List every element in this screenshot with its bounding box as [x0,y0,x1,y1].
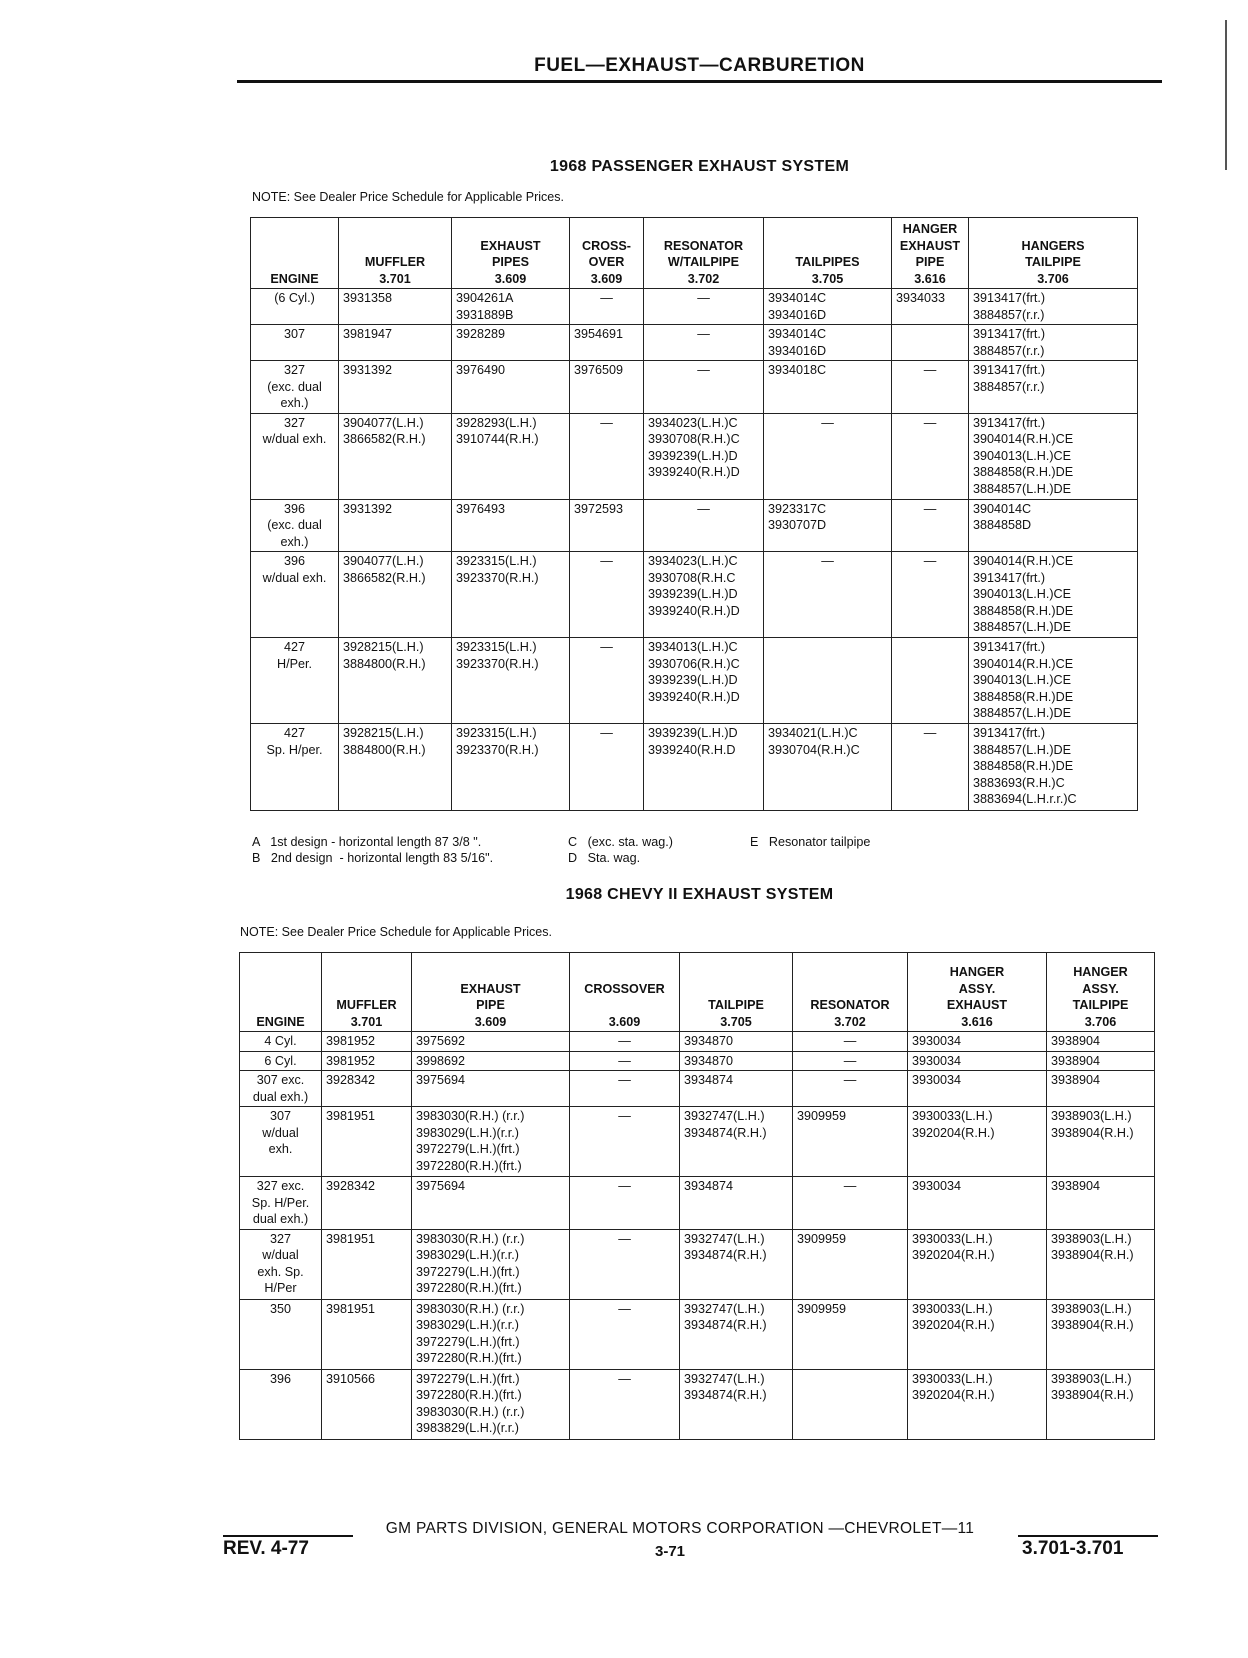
table-cell: 3975694 [412,1177,570,1230]
table-cell: 3932747(L.H.) 3934874(R.H.) [680,1299,793,1369]
table-cell: 3972593 [570,499,644,552]
table-cell: — [570,413,644,499]
table-cell: 3904014(R.H.)CE 3913417(frt.) 3904013(L.H.)CE 3884858(R.H.)DE 3884857(L.H.)DE [969,552,1138,638]
table-cell: 3938904 [1047,1177,1155,1230]
table-cell: — [570,1107,680,1177]
footer-page-number: 3-71 [655,1543,686,1560]
table-cell: 3904077(L.H.) 3866582(R.H.) [339,552,452,638]
table-cell: 3934021(L.H.)C 3930704(R.H.)C [764,724,892,811]
footer-rule-left [223,1535,353,1537]
table-cell: 3981952 [322,1051,412,1071]
table-cell: — [793,1071,908,1107]
table-row [240,1051,1155,1071]
table-cell: 3934033 [892,289,969,325]
table-cell: 427 H/Per. [251,638,339,724]
footnote-d: D Sta. wag. [568,851,641,865]
table-cell: 327 w/dual exh. [251,413,339,499]
table-cell [892,638,969,724]
table-cell: — [892,552,969,638]
table-cell: 3913417(frt.) 3884857(r.r.) [969,361,1138,414]
table-cell: 3934014C 3934016D [764,289,892,325]
header-rule [237,80,1162,83]
table-cell: 3981951 [322,1229,412,1299]
table-cell: — [892,413,969,499]
table-cell: 3928293(L.H.) 3910744(R.H.) [452,413,570,499]
table-cell: 3931392 [339,361,452,414]
table-cell: 3913417(frt.) 3884857(r.r.) [969,325,1138,361]
table-row [240,1299,1155,1369]
table-cell: 3932747(L.H.) 3934874(R.H.) [680,1229,793,1299]
table-cell: 3938903(L.H.) 3938904(R.H.) [1047,1229,1155,1299]
table-cell: 307 [251,325,339,361]
table-cell: 4 Cyl. [240,1032,322,1052]
chevy2-exhaust-table [239,952,1155,1440]
table-row [251,361,1138,414]
table-cell: 3930033(L.H.) 3920204(R.H.) [908,1107,1047,1177]
table-cell: 3930033(L.H.) 3920204(R.H.) [908,1299,1047,1369]
column-header: EXHAUST PIPE 3.609 [412,953,570,1032]
column-header: HANGER EXHAUST PIPE 3.616 [892,218,969,289]
column-header: MUFFLER 3.701 [322,953,412,1032]
footnote-c: C (exc. sta. wag.) [568,835,673,849]
table-cell: 3976509 [570,361,644,414]
table-cell: 3909959 [793,1229,908,1299]
table-row [251,552,1138,638]
table-cell: 3904077(L.H.) 3866582(R.H.) [339,413,452,499]
column-header: RESONATOR W/TAILPIPE 3.702 [644,218,764,289]
table-cell: 3972279(L.H.)(frt.) 3972280(R.H.)(frt.) 3983030(R.H.) (r.r.) 3983829(L.H.)(r.r.) [412,1369,570,1439]
footer-division: GM PARTS DIVISION, GENERAL MOTORS CORPORATION —CHEVROLET—11 [385,1520,975,1537]
table-cell: 3904261A 3931889B [452,289,570,325]
table-cell: — [892,724,969,811]
page-edge-mark [1225,20,1227,170]
table-cell: 3976493 [452,499,570,552]
table-row [240,1071,1155,1107]
table-cell: 3938903(L.H.) 3938904(R.H.) [1047,1299,1155,1369]
table-cell: 3981951 [322,1107,412,1177]
table-row [251,413,1138,499]
table-cell: 396 w/dual exh. [251,552,339,638]
table-cell: — [793,1051,908,1071]
table-cell: — [570,1299,680,1369]
column-header: RESONATOR 3.702 [793,953,908,1032]
table-cell: 3928215(L.H.) 3884800(R.H.) [339,724,452,811]
table-cell: 3923315(L.H.) 3923370(R.H.) [452,552,570,638]
chevy2-note: NOTE: See Dealer Price Schedule for Applicable Prices. [240,925,552,939]
column-header: HANGER ASSY. TAILPIPE 3.706 [1047,953,1155,1032]
table-cell: 307 w/dual exh. [240,1107,322,1177]
table-cell: 3930033(L.H.) 3920204(R.H.) [908,1229,1047,1299]
table-cell: 3928289 [452,325,570,361]
table-cell: 3975694 [412,1071,570,1107]
table-cell: — [793,1032,908,1052]
table-cell: 3930034 [908,1177,1047,1230]
table-cell: — [570,724,644,811]
table-cell: 3923315(L.H.) 3923370(R.H.) [452,724,570,811]
table-cell: 3930034 [908,1071,1047,1107]
table-cell: 3930034 [908,1051,1047,1071]
table-cell: 3983030(R.H.) (r.r.) 3983029(L.H.)(r.r.) 3972279(L.H.)(frt.) 3972280(R.H.)(frt.) [412,1229,570,1299]
table-cell: 3938904 [1047,1051,1155,1071]
table-cell: 3983030(R.H.) (r.r.) 3983029(L.H.)(r.r.) 3972279(L.H.)(frt.) 3972280(R.H.)(frt.) [412,1107,570,1177]
table-row [240,1229,1155,1299]
table-cell: — [570,1369,680,1439]
table-cell: 327 (exc. dual exh.) [251,361,339,414]
table-cell: 3928215(L.H.) 3884800(R.H.) [339,638,452,724]
table-cell: 3983030(R.H.) (r.r.) 3983029(L.H.)(r.r.) 3972279(L.H.)(frt.) 3972280(R.H.)(frt.) [412,1299,570,1369]
table-cell: 3913417(frt.) 3884857(L.H.)DE 3884858(R.H.)DE 3883693(R.H.)C 3883694(L.H.r.r.)C [969,724,1138,811]
table-cell: — [570,1051,680,1071]
table-cell: 3938904 [1047,1032,1155,1052]
table-cell: 3934870 [680,1032,793,1052]
table-cell: 3928342 [322,1071,412,1107]
table-cell: 3923315(L.H.) 3923370(R.H.) [452,638,570,724]
table-cell: — [644,361,764,414]
column-header: ENGINE [251,218,339,289]
passenger-note: NOTE: See Dealer Price Schedule for Applicable Prices. [252,190,564,204]
footer-section-range: 3.701-3.701 [1022,1538,1124,1559]
page-header-title: FUEL—EXHAUST—CARBURETION [534,55,865,76]
table-cell: 3954691 [570,325,644,361]
table-cell [892,325,969,361]
column-header: CROSSOVER 3.609 [570,953,680,1032]
table-row [240,1369,1155,1439]
table-row [251,289,1138,325]
table-cell [793,1369,908,1439]
table-cell: 3934874 [680,1177,793,1230]
column-header: CROSS- OVER 3.609 [570,218,644,289]
column-header: TAILPIPES 3.705 [764,218,892,289]
table-cell: 3928342 [322,1177,412,1230]
table-row [251,499,1138,552]
column-header: EXHAUST PIPES 3.609 [452,218,570,289]
table-cell: 3939239(L.H.)D 3939240(R.H.D [644,724,764,811]
table-cell: 3931358 [339,289,452,325]
footer-rule-right [1018,1535,1158,1537]
passenger-section-title: 1968 PASSENGER EXHAUST SYSTEM [549,158,850,175]
table-cell: 3930034 [908,1032,1047,1052]
table-cell [764,638,892,724]
table-cell: 427 Sp. H/per. [251,724,339,811]
table-cell: 3981951 [322,1299,412,1369]
table-cell: 3934870 [680,1051,793,1071]
table-cell: 3938903(L.H.) 3938904(R.H.) [1047,1107,1155,1177]
table-cell: 396 (exc. dual exh.) [251,499,339,552]
column-header: HANGERS TAILPIPE 3.706 [969,218,1138,289]
column-header: MUFFLER 3.701 [339,218,452,289]
table-cell: — [764,552,892,638]
table-cell: 3976490 [452,361,570,414]
table-row [251,638,1138,724]
footnote-a: A 1st design - horizontal length 87 3/8 ". [252,835,482,849]
table-row [240,1032,1155,1052]
column-header: TAILPIPE 3.705 [680,953,793,1032]
table-cell: 327 w/dual exh. Sp. H/Per [240,1229,322,1299]
table-cell: 3998692 [412,1051,570,1071]
table-cell: — [892,361,969,414]
table-cell: 3909959 [793,1299,908,1369]
table-cell: 307 exc. dual exh.) [240,1071,322,1107]
table-cell: — [570,1032,680,1052]
table-cell: 3923317C 3930707D [764,499,892,552]
table-cell: 3913417(frt.) 3904014(R.H.)CE 3904013(L.H.)CE 3884858(R.H.)DE 3884857(L.H.)DE [969,413,1138,499]
table-cell: 3910566 [322,1369,412,1439]
table-cell: 3934023(L.H.)C 3930708(R.H.)C 3939239(L.H.)D 3939240(R.H.)D [644,413,764,499]
table-row [240,1107,1155,1177]
table-cell: — [644,325,764,361]
table-cell: 3931392 [339,499,452,552]
table-cell: — [644,499,764,552]
table-row [240,1177,1155,1230]
column-header: ENGINE [240,953,322,1032]
table-row [251,325,1138,361]
footnote-e: E Resonator tailpipe [750,835,871,849]
table-cell: — [570,1229,680,1299]
table-cell: — [764,413,892,499]
footnote-b: B 2nd design - horizontal length 83 5/16". [252,851,494,865]
table-cell: — [793,1177,908,1230]
passenger-exhaust-table [250,217,1138,811]
table-cell: 3981952 [322,1032,412,1052]
table-cell: 3932747(L.H.) 3934874(R.H.) [680,1369,793,1439]
table-cell: (6 Cyl.) [251,289,339,325]
table-cell: — [570,638,644,724]
table-row [251,724,1138,811]
table-cell: 3930033(L.H.) 3920204(R.H.) [908,1369,1047,1439]
table-cell: 327 exc. Sp. H/Per. dual exh.) [240,1177,322,1230]
table-cell: 3938903(L.H.) 3938904(R.H.) [1047,1369,1155,1439]
table-cell: 3934023(L.H.)C 3930708(R.H.C 3939239(L.H.)D 3939240(R.H.)D [644,552,764,638]
table-cell: 3975692 [412,1032,570,1052]
table-cell: 3934013(L.H.)C 3930706(R.H.)C 3939239(L.H.)D 3939240(R.H.)D [644,638,764,724]
table-cell: 3913417(frt.) 3884857(r.r.) [969,289,1138,325]
table-cell: 6 Cyl. [240,1051,322,1071]
table-cell: 396 [240,1369,322,1439]
table-cell: — [570,552,644,638]
footer-revision: REV. 4-77 [223,1538,309,1559]
table-cell: — [644,289,764,325]
table-cell: — [570,289,644,325]
table-cell: 3932747(L.H.) 3934874(R.H.) [680,1107,793,1177]
table-cell: — [892,499,969,552]
table-cell: 3934018C [764,361,892,414]
table-cell: 3981947 [339,325,452,361]
column-header: HANGER ASSY. EXHAUST 3.616 [908,953,1047,1032]
table-cell: 3904014C 3884858D [969,499,1138,552]
table-cell: — [570,1177,680,1230]
chevy2-section-title: 1968 CHEVY II EXHAUST SYSTEM [565,886,834,903]
table-cell: 3913417(frt.) 3904014(R.H.)CE 3904013(L.H.)CE 3884858(R.H.)DE 3884857(L.H.)DE [969,638,1138,724]
table-cell: 3934874 [680,1071,793,1107]
table-cell: 3909959 [793,1107,908,1177]
table-cell: 3938904 [1047,1071,1155,1107]
table-cell: 350 [240,1299,322,1369]
table-cell: 3934014C 3934016D [764,325,892,361]
table-cell: — [570,1071,680,1107]
